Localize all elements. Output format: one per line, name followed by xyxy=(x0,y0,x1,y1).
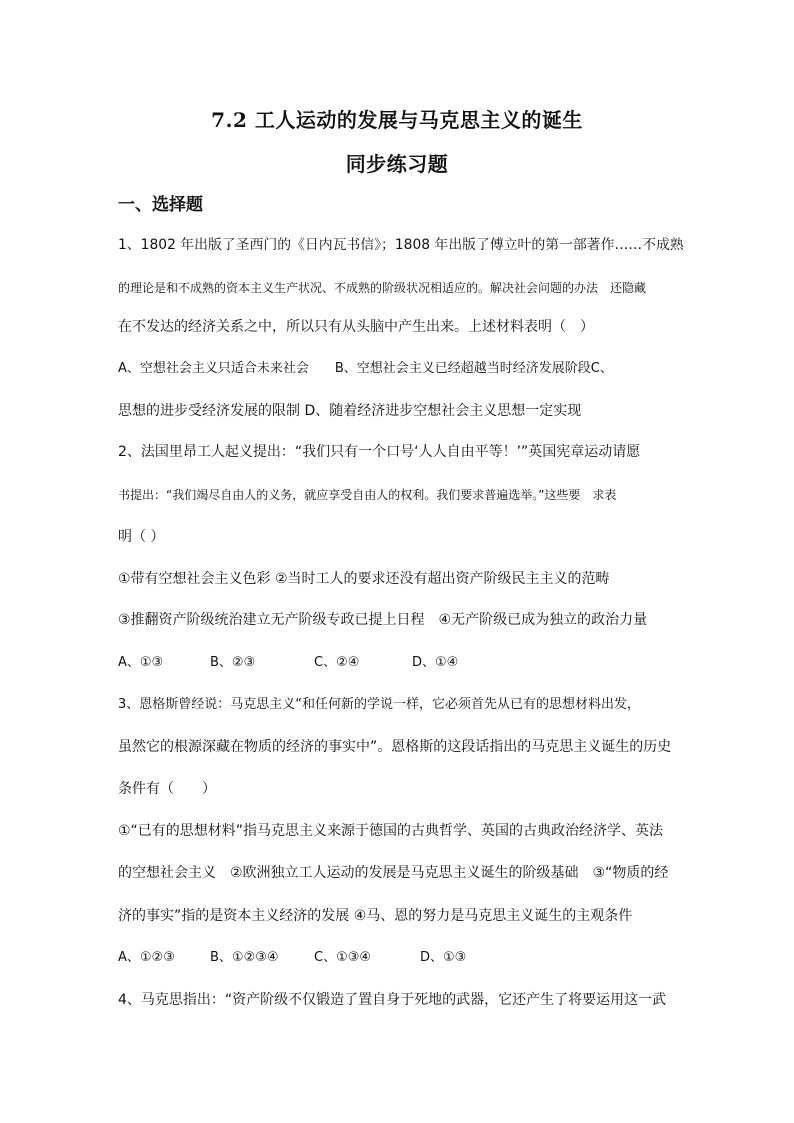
question-1-line-2: 的理论是和不成熟的资本主义生产状况、不成熟的阶级状况相适应的。解决社会问题的办法 还隐藏 xyxy=(118,281,647,295)
question-3-option-a: A、①②③ xyxy=(118,950,175,965)
question-2-statement-1: ①带有空想社会主义色彩 ②当时工人的要求还没有超出资产阶级民主主义的范畴 xyxy=(118,571,610,587)
question-1-options-1: A、空想社会主义只适合未来社会 B、空想社会主义已经超越当时经济发展阶段C、 xyxy=(118,361,613,376)
question-3-line-3: 条件有（ ） xyxy=(118,781,216,797)
document-title: 7.2 工人运动的发展与马克思主义的诞生 xyxy=(211,108,583,132)
question-2-line-3: 明（ ） xyxy=(118,529,165,545)
question-3-line-2: 虽然它的根源深藏在物质的经济的事实中”。恩格斯的这段话指出的马克思主义诞生的历史 xyxy=(118,739,672,755)
question-2-line-2: 书提出：“我们竭尽自由人的义务，就应享受自由人的权利。我们要求普遍选举。”这些要 求表 xyxy=(118,488,617,502)
question-2-statement-2: ③推翻资产阶级统治建立无产阶级专政已提上日程 ④无产阶级已成为独立的政治力量 xyxy=(118,612,648,628)
question-3-statement-1: ①“已有的思想材料”指马克思主义来源于德国的古典哲学、英国的古典政治经济学、英法 xyxy=(118,823,664,839)
question-2-option-c: C、②④ xyxy=(314,655,360,670)
question-2-line-1: 2、法国里昂工人起义提出：“我们只有一个口号‘人人自由平等！’”英国宪章运动请愿 xyxy=(118,444,641,460)
question-3-statement-3: 济的事实”指的是资本主义经济的发展 ④马、恩的努力是马克思主义诞生的主观条件 xyxy=(118,908,633,924)
question-3-option-d: D、①③ xyxy=(420,950,467,965)
question-3-option-b: B、①②③④ xyxy=(210,950,279,965)
question-1-line-1: 1、1802 年出版了圣西门的《日内瓦书信》；1808 年出版了傅立叶的第一部著作……不成熟 xyxy=(118,237,684,253)
question-1-line-3: 在不发达的经济关系之中，所以只有从头脑中产生出来。上述材料表明（ ） xyxy=(118,319,594,335)
question-2-option-d: D、①④ xyxy=(412,655,459,670)
question-3-statement-2: 的空想社会主义 ②欧洲独立工人运动的发展是马克思主义诞生的阶级基础 ③“物质的经 xyxy=(118,865,669,881)
question-1-options-2: 思想的进步受经济发展的限制 D、随着经济进步空想社会主义思想一定实现 xyxy=(118,403,582,419)
document-subtitle: 同步练习题 xyxy=(345,152,449,176)
question-2-option-a: A、①③ xyxy=(118,655,164,670)
question-2-option-b: B、②③ xyxy=(210,655,256,670)
question-4-line-1: 4、马克思指出：“资产阶级不仅锻造了置自身于死地的武器，它还产生了将要运用这一武 xyxy=(118,992,667,1008)
question-3-line-1: 3、恩格斯曾经说：马克思主义“和任何新的学说一样，它必须首先从已有的思想材料出发， xyxy=(118,697,641,712)
section-heading: 一、选择题 xyxy=(118,195,203,215)
question-3-option-c: C、①③④ xyxy=(314,950,372,965)
